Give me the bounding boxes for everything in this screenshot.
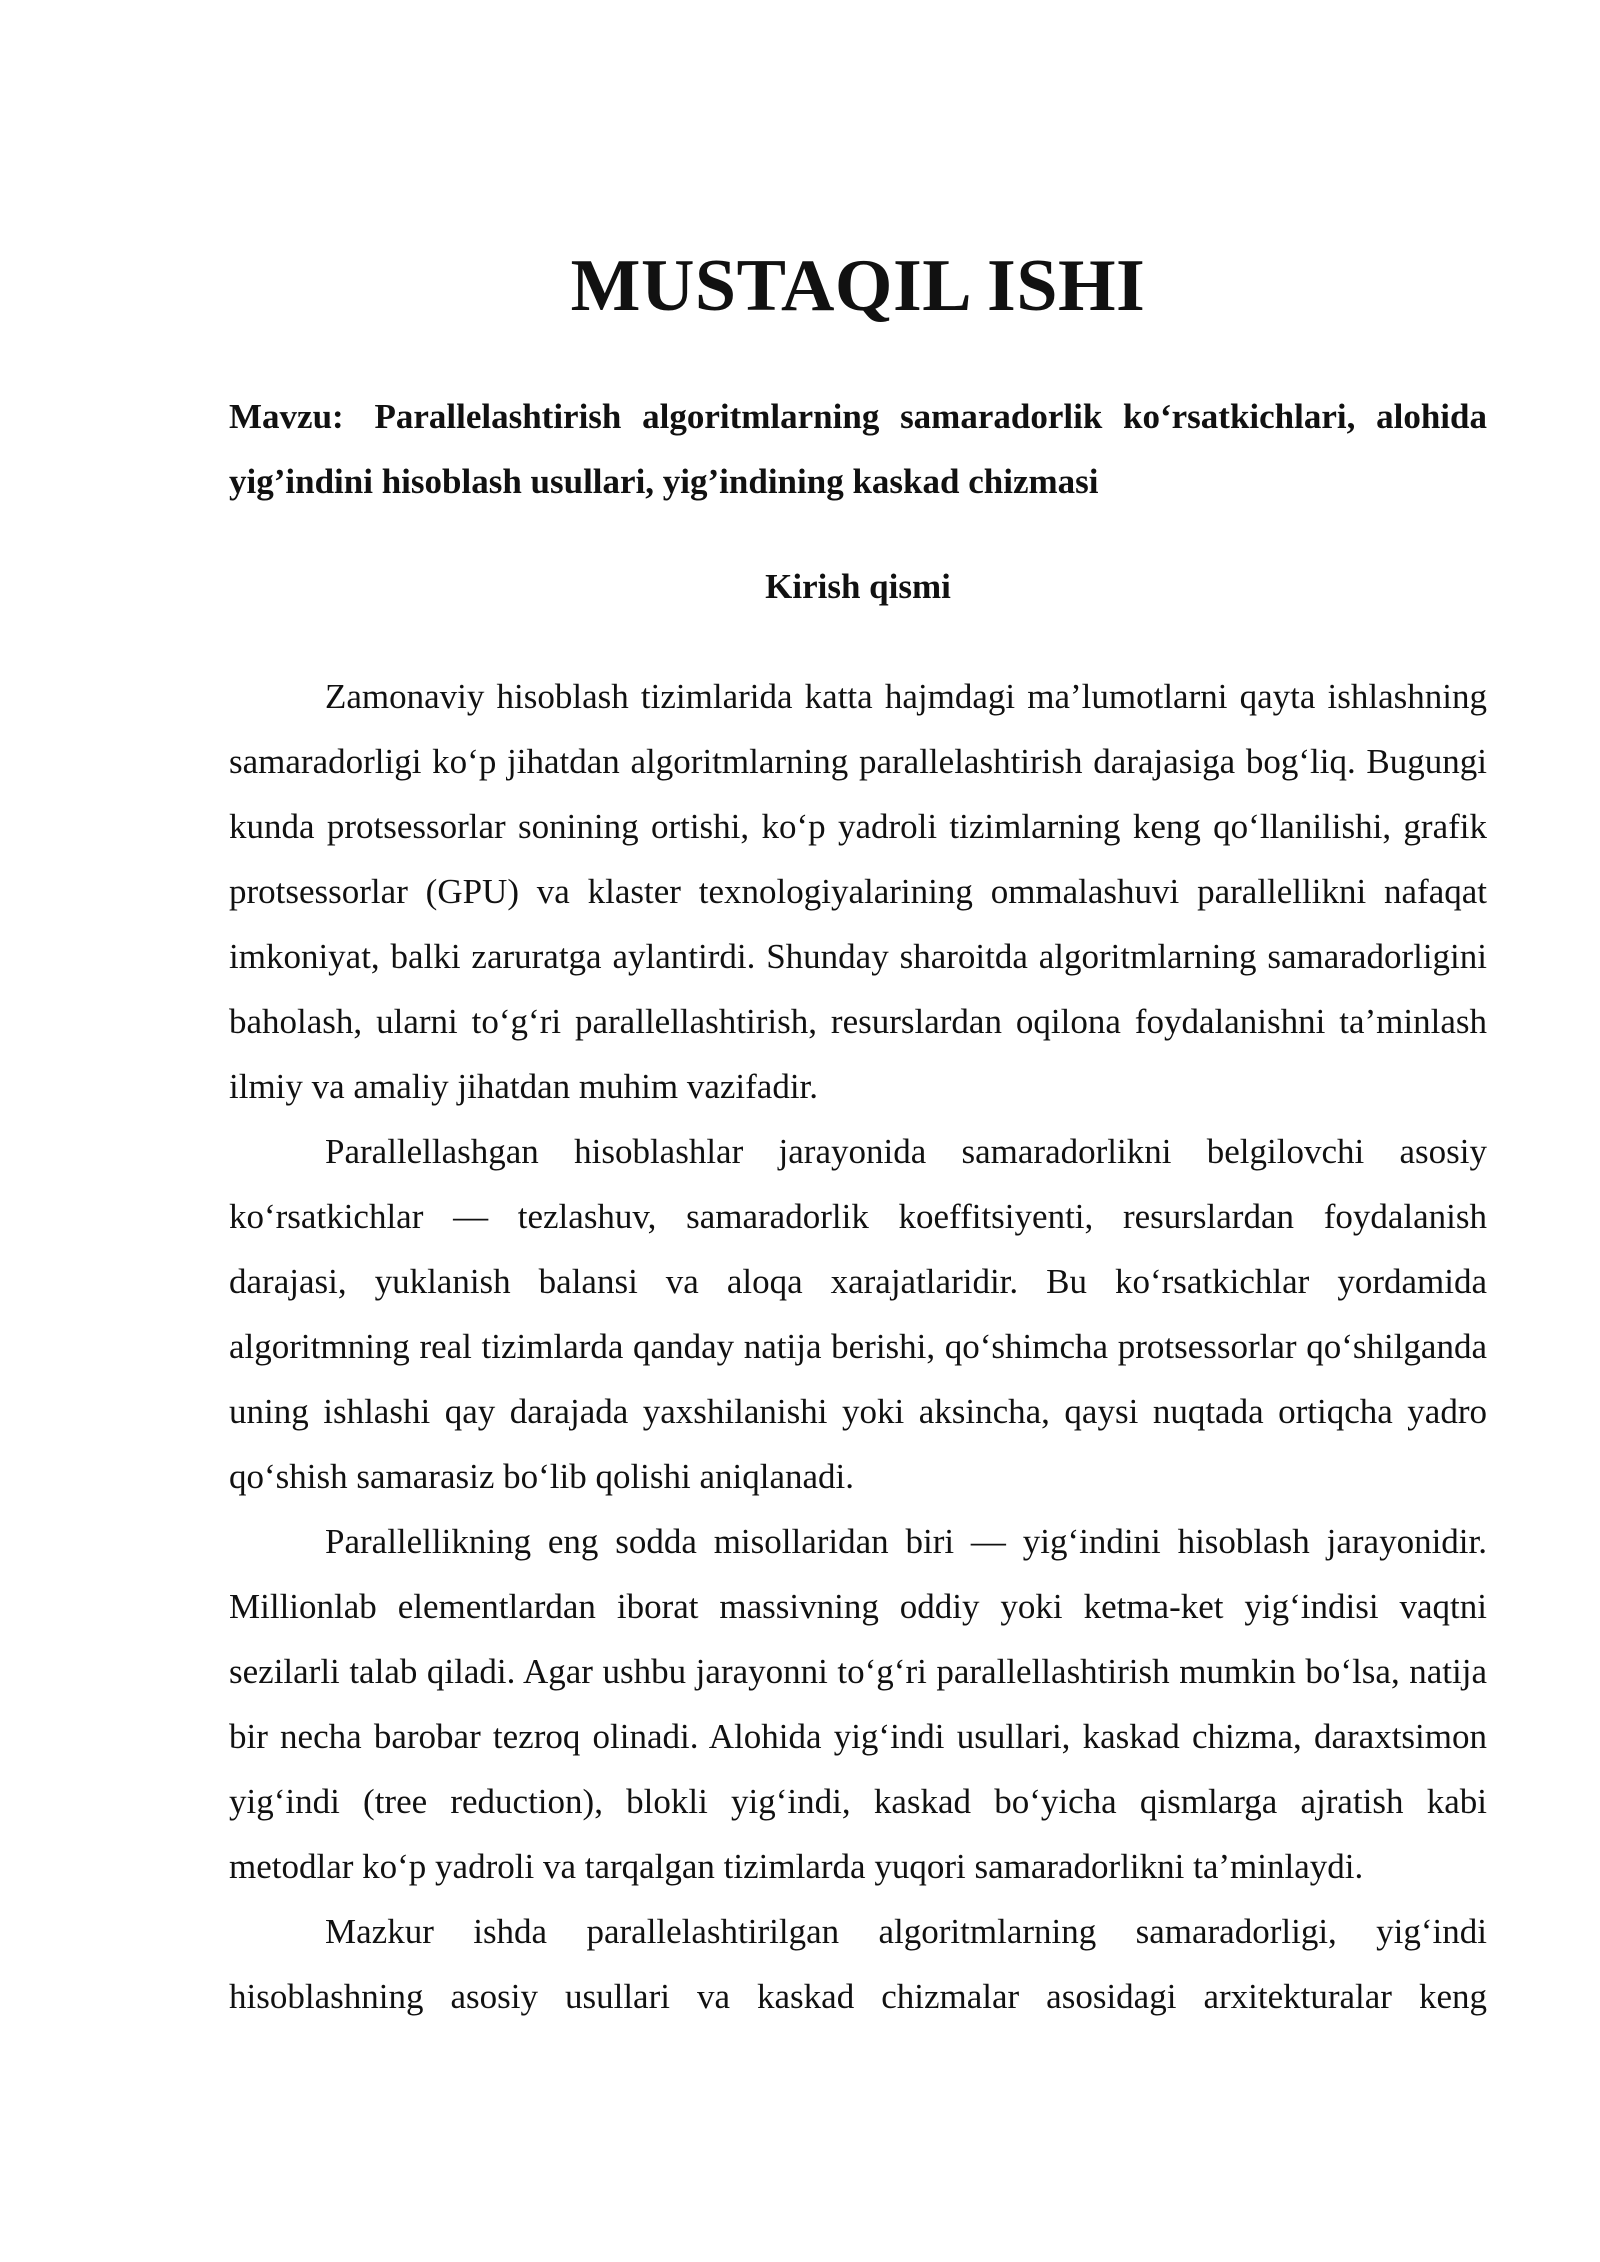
body-text [229,664,1487,2029]
paragraph-4: Mazkur ishda parallelashtirilgan algoritmlarning samaradorligi, yig‘indi hisoblashning asosiy usullari va kaskad chizmalar asosidagi arxitekturalar keng [229,1912,1487,2016]
paragraph-2: Parallellashgan hisoblashlar jarayonida samaradorlikni belgilovchi asosiy ko‘rsatkichlar — tezlashuv, samaradorlik koeffitsiyenti, resurslardan foydalanish darajasi, yuklanish balansi va aloqa xarajatlaridir. Bu ko‘rsatkichlar yordamida algoritmning real tizimlarda qanday natija berishi, qo‘shimcha protsessorlar qo‘shilganda uning ishlashi qay darajada yaxshilanishi yoki aksincha, qaysi nuqtada ortiqcha yadro qo‘shish samarasiz bo‘lib qolishi aniqlanadi. [229,1132,1487,1496]
topic-label: Mavzu: [229,397,344,436]
topic-text: Parallelashtirish algoritmlarning samaradorlik ko‘rsatkichlari, alohida yig’indini hisoblash usullari, yig’indining kaskad chizmasi [229,397,1487,501]
paragraph-1: Zamonaviy hisoblash tizimlarida katta hajmdagi ma’lumotlarni qayta ishlashning samaradorligi ko‘p jihatdan algoritmlarning parallelashtirish darajasiga bog‘liq. Bugungi kunda protsessorlar sonining ortishi, ko‘p yadroli tizimlarning keng qo‘llanilishi, grafik protsessorlar (GPU) va klaster texnologiyalarining ommalashuvi parallellikni nafaqat imkoniyat, balki zaruratga aylantirdi. Shunday sharoitda algoritmlarning samaradorligini baholash, ularni to‘g‘ri parallellashtirish, resurslardan oqilona foydalanishni ta’minlash ilmiy va amaliy jihatdan muhim vazifadir. [229,677,1487,1106]
document-title: MUSTAQIL ISHI [570,245,1146,327]
section-heading: Kirish qismi [765,567,951,606]
topic-line [229,384,1487,514]
paragraph-3: Parallellikning eng sodda misollaridan biri — yig‘indini hisoblash jarayonidir. Millionlab elementlardan iborat massivning oddiy yoki ketma-ket yig‘indisi vaqtni sezilarli talab qiladi. Agar ushbu jarayonni to‘g‘ri parallellashtirish mumkin bo‘lsa, natija bir necha barobar tezroq olinadi. Alohida yig‘indi usullari, kaskad chizma, daraxtsimon yig‘indi (tree reduction), blokli yig‘indi, kaskad bo‘yicha qismlarga ajratish kabi metodlar ko‘p yadroli va tarqalgan tizimlarda yuqori samaradorlikni ta’minlaydi. [229,1522,1487,1886]
